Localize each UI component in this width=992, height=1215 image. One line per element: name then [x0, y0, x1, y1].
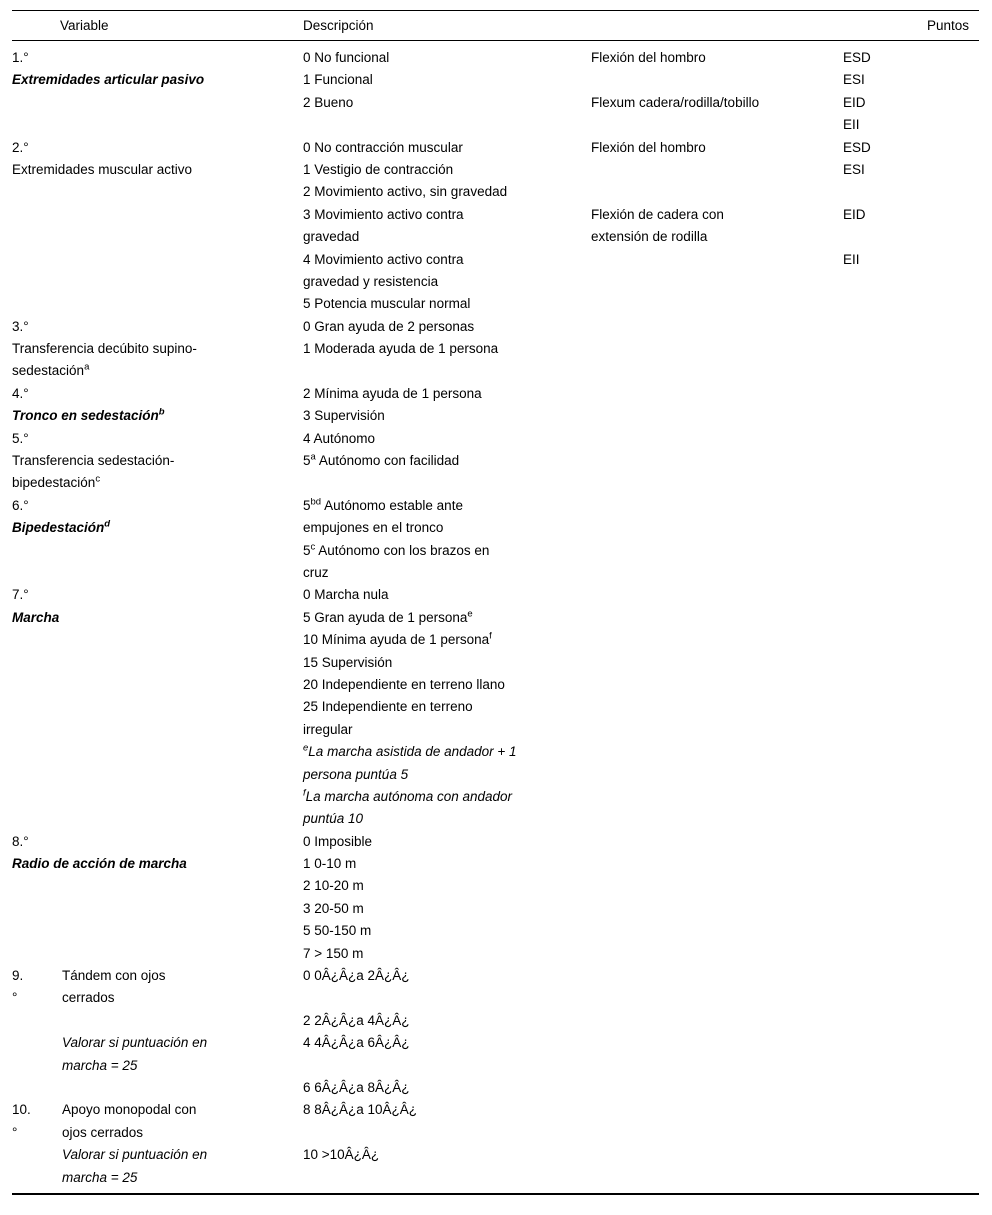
header-puntos: Puntos: [926, 18, 969, 33]
text-line: 4 Autónomo: [303, 430, 376, 446]
movement-cell: [591, 47, 843, 137]
text-line: Flexión de cadera con: [591, 206, 724, 222]
puntos-cell: [843, 428, 979, 495]
text-line: 0 Imposible: [303, 833, 373, 849]
table-row-10: [12, 1099, 979, 1189]
text-line: gravedad y resistencia: [303, 273, 439, 289]
text-line: $^e$La marcha asistida de andador + 1: [303, 742, 517, 760]
text-line: 0 Gran ayuda de 2 personas: [303, 318, 475, 334]
descripcion-cell: [303, 137, 591, 316]
table-row-3: [12, 316, 979, 383]
text-line: [843, 226, 979, 248]
superscript-marker: f: [303, 787, 306, 799]
text-line: 10.: [12, 1102, 31, 1118]
text-line: marcha = 25: [62, 1057, 138, 1073]
variable-cell: [12, 383, 303, 428]
variable-cell: [12, 137, 303, 316]
text-line: 1 Funcional: [303, 72, 373, 88]
text-line: cerrados: [62, 990, 115, 1006]
text-line: [303, 987, 591, 1009]
superscript-marker: a: [84, 361, 90, 373]
variable-cell: [12, 47, 303, 137]
text-line: 7.°: [12, 587, 29, 603]
text-line: [843, 181, 979, 203]
variable-number: [12, 1099, 62, 1144]
movement-cell: [591, 831, 843, 965]
table-row-5: [12, 428, 979, 495]
table-row-1: [12, 47, 979, 137]
text-line: Marcha: [12, 609, 60, 625]
descripcion-cell: [303, 47, 591, 137]
table-row-6: [12, 495, 979, 585]
puntos-cell: [843, 316, 979, 383]
table-row-9: [12, 965, 979, 1099]
text-line: ESI: [843, 161, 865, 177]
text-line: 4 Movimiento activo contra: [303, 251, 464, 267]
text-line: 0 No contracción muscular: [303, 139, 463, 155]
text-line: Extremidades articular pasivo: [12, 72, 205, 88]
text-line: [62, 1010, 303, 1032]
descripcion-cell: [303, 831, 591, 965]
text-line: ESD: [843, 139, 871, 155]
text-line: 5.°: [12, 430, 29, 446]
text-line: 0 0Â¿Â¿a 2Â¿Â¿: [303, 968, 410, 984]
text-line: [303, 1122, 591, 1144]
text-line: 0 No funcional: [303, 50, 390, 65]
text-line: 1.°: [12, 50, 29, 65]
puntos-cell: [843, 47, 979, 137]
table-row-8: [12, 831, 979, 965]
text-line: Valorar si puntuación en: [62, 1147, 208, 1163]
movement-cell: [591, 584, 843, 830]
text-line: EII: [843, 251, 860, 267]
movement-cell: [591, 137, 843, 316]
text-line: 10 Mínima ayuda de 1 persona$^f$: [303, 630, 492, 648]
superscript-marker: bd: [310, 496, 322, 508]
text-line: EII: [843, 117, 860, 133]
variable-cell: [12, 428, 303, 495]
superscript-marker: f: [489, 630, 492, 642]
text-line: 9.: [12, 968, 24, 984]
text-line: 3 20-50 m: [303, 900, 364, 916]
movement-cell: [591, 316, 843, 383]
descripcion-cell: [303, 584, 591, 830]
puntos-cell: [843, 137, 979, 316]
text-line: Flexum cadera/rodilla/tobillo: [591, 94, 760, 110]
puntos-cell: [843, 383, 979, 428]
table-header-row: [12, 11, 979, 41]
assessment-table: [12, 10, 979, 1195]
text-line: $^f$La marcha autónoma con andador: [303, 787, 513, 804]
text-line: 2 10-20 m: [303, 878, 364, 894]
text-line: 1 Vestigio de contracción: [303, 161, 454, 177]
puntos-cell: [843, 495, 979, 585]
text-line: cruz: [303, 564, 329, 580]
superscript-marker: c: [310, 541, 316, 553]
movement-cell: [591, 495, 843, 585]
variable-cell: [12, 1099, 303, 1189]
variable-cell: [12, 965, 303, 1099]
text-line: Bipedestación$^d$: [12, 518, 111, 536]
text-line: marcha = 25: [62, 1169, 138, 1185]
table-body: [12, 41, 979, 1193]
descripcion-cell: [303, 383, 591, 428]
text-line: 2 Bueno: [303, 94, 354, 110]
descripcion-cell: [303, 316, 591, 383]
superscript-marker: d: [104, 518, 111, 530]
text-line: 5 Gran ayuda de 1 persona$^e$: [303, 608, 473, 625]
text-line: ojos cerrados: [62, 1124, 144, 1140]
descripcion-cell: [303, 495, 591, 585]
text-line: 15 Supervisión: [303, 654, 393, 670]
text-line: 3.°: [12, 318, 29, 334]
text-line: EID: [843, 206, 866, 222]
text-line: puntúa 10: [303, 811, 364, 827]
text-line: ESD: [843, 50, 871, 65]
text-line: 3 Movimiento activo contra: [303, 206, 464, 222]
text-line: Extremidades muscular activo: [12, 161, 193, 177]
text-line: 1 0-10 m: [303, 856, 357, 872]
puntos-cell: [843, 965, 979, 1099]
text-line: °: [12, 1124, 18, 1140]
text-line: 25 Independiente en terreno: [303, 699, 473, 715]
text-line: 2 Movimiento activo, sin gravedad: [303, 184, 508, 200]
text-line: irregular: [303, 721, 353, 737]
table-row-7: [12, 584, 979, 830]
puntos-cell: [843, 1099, 979, 1189]
puntos-cell: [843, 584, 979, 830]
text-line: 5$^c$ Autónomo con los brazos en: [303, 541, 490, 558]
text-line: persona puntúa 5: [303, 766, 409, 782]
variable-cell: [12, 831, 303, 965]
text-line: 5 Potencia muscular normal: [303, 296, 471, 312]
text-line: Tándem con ojos: [62, 968, 166, 984]
descripcion-cell: [303, 428, 591, 495]
text-line: [591, 69, 843, 91]
text-line: 0 Marcha nula: [303, 587, 389, 603]
text-line: Flexión del hombro: [591, 50, 706, 65]
text-line: 2 Mínima ayuda de 1 persona: [303, 385, 482, 401]
puntos-cell: [843, 831, 979, 965]
variable-cell: [12, 495, 303, 585]
text-line: 2.°: [12, 139, 29, 155]
text-line: Apoyo monopodal con: [62, 1102, 197, 1118]
text-line: [591, 159, 843, 181]
superscript-marker: c: [95, 473, 101, 485]
text-line: 4 4Â¿Â¿a 6Â¿Â¿: [303, 1035, 410, 1051]
text-line: ESI: [843, 72, 865, 88]
text-line: bipedestación$^c$: [12, 473, 101, 491]
text-line: 8 8Â¿Â¿a 10Â¿Â¿: [303, 1102, 418, 1118]
text-line: 5 50-150 m: [303, 923, 372, 939]
text-line: Valorar si puntuación en: [62, 1035, 208, 1051]
text-line: 7 > 150 m: [303, 945, 364, 961]
text-line: 1 Moderada ayuda de 1 persona: [303, 341, 499, 357]
text-line: gravedad: [303, 229, 360, 245]
text-line: extensión de rodilla: [591, 229, 708, 245]
text-line: 10 >10Â¿Â¿: [303, 1147, 380, 1163]
text-line: 5$^a$ Autónomo con facilidad: [303, 451, 460, 469]
text-line: Radio de acción de marcha: [12, 856, 187, 872]
variable-text: [62, 1099, 303, 1189]
variable-text: [62, 965, 303, 1077]
text-line: Transferencia decúbito supino-: [12, 341, 197, 357]
superscript-marker: e: [303, 742, 309, 754]
text-line: [591, 181, 843, 203]
movement-cell: [591, 1099, 843, 1189]
descripcion-cell: [303, 965, 591, 1099]
text-line: 2 2Â¿Â¿a 4Â¿Â¿: [303, 1012, 410, 1028]
text-line: Tronco en sedestación$^b$: [12, 406, 165, 424]
text-line: 3 Supervisión: [303, 408, 385, 424]
movement-cell: [591, 428, 843, 495]
superscript-marker: e: [467, 608, 473, 620]
text-line: sedestación$^a$: [12, 361, 90, 379]
variable-cell: [12, 584, 303, 830]
text-line: [303, 1055, 591, 1077]
header-descripcion: Descripción: [303, 18, 374, 33]
superscript-marker: a: [310, 451, 316, 463]
text-line: 8.°: [12, 833, 29, 849]
text-line: Transferencia sedestación-: [12, 453, 175, 469]
movement-cell: [591, 965, 843, 1099]
text-line: $5^{bd}$ Autónomo estable ante: [303, 496, 463, 513]
movement-cell: [591, 383, 843, 428]
text-line: EID: [843, 94, 866, 110]
text-line: 4.°: [12, 385, 29, 401]
header-variable: Variable: [60, 18, 109, 33]
descripcion-cell: [303, 1099, 591, 1189]
table-row-2: [12, 137, 979, 316]
table-row-4: [12, 383, 979, 428]
text-line: Flexión del hombro: [591, 139, 706, 155]
text-line: empujones en el tronco: [303, 520, 444, 536]
superscript-marker: b: [158, 406, 165, 418]
text-line: 20 Independiente en terreno llano: [303, 676, 505, 692]
text-line: °: [12, 990, 18, 1006]
variable-cell: [12, 316, 303, 383]
text-line: 6 6Â¿Â¿a 8Â¿Â¿: [303, 1079, 410, 1095]
text-line: 6.°: [12, 497, 29, 513]
variable-number: [12, 965, 62, 1010]
